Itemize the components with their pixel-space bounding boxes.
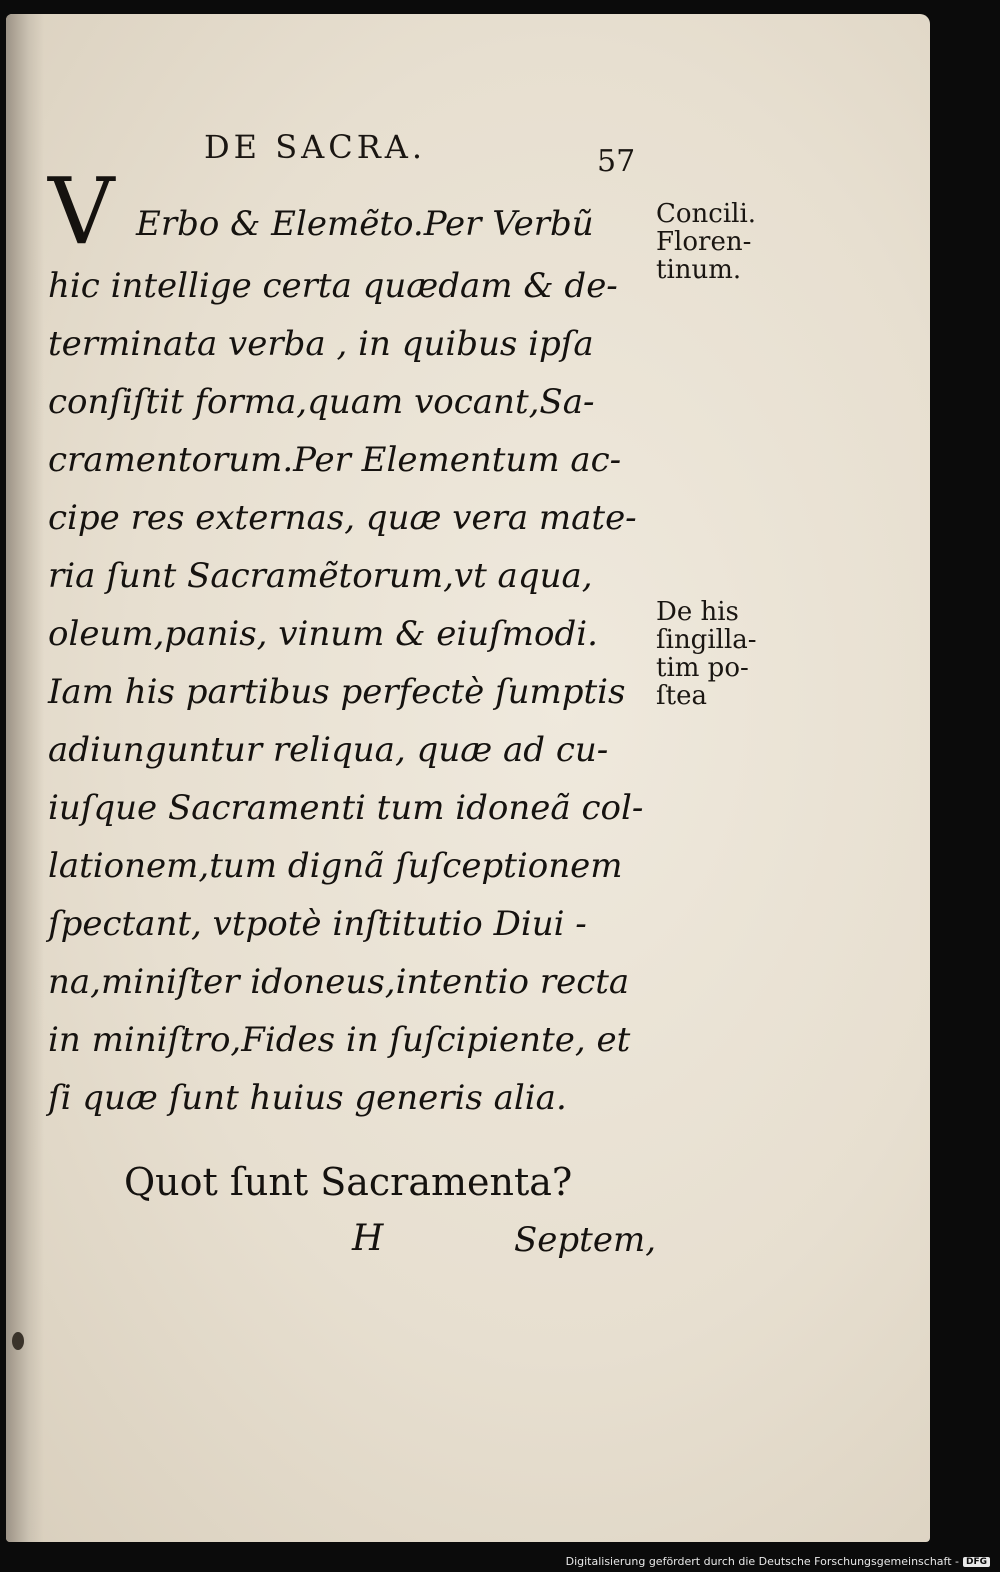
text-line: cramentorum.Per Elementum ac- <box>48 440 622 480</box>
text-line: iuſque Sacramenti tum idoneã col- <box>48 788 644 828</box>
margin-note-concilium <box>656 200 756 284</box>
text-line: conſiſtit forma,quam vocant,Sa- <box>48 382 595 422</box>
text-line: Erbo & Elemẽto.Per Verbũ <box>136 204 594 244</box>
margin-note-line: De his <box>656 597 739 627</box>
page-number: 57 <box>597 144 636 179</box>
text-line: oleum,panis, vinum & eiuſmodi. <box>48 614 598 654</box>
ink-spot <box>12 1332 24 1350</box>
text-line: terminata verba , in quibus ipſa <box>48 324 594 364</box>
signature-mark: H <box>352 1218 384 1259</box>
text-line: hic intellige certa quædam & de- <box>48 266 618 306</box>
text-line: ſpectant, vtpotè inſtitutio Diui - <box>48 904 587 944</box>
text-line: ſi quæ ſunt huius generis alia. <box>48 1078 567 1118</box>
margin-note-line: ſtea <box>656 681 707 711</box>
margin-note-de-his <box>656 598 757 710</box>
catchword: Septem, <box>514 1220 657 1260</box>
footer-credit-text: Digitalisierung gefördert durch die Deutsche Forschungsgemeinschaft - <box>565 1555 959 1568</box>
margin-note-line: tinum. <box>656 255 742 285</box>
margin-note-line: Concili. <box>656 199 757 229</box>
text-line: na,miniſter idoneus,intentio recta <box>48 962 630 1002</box>
page-gutter-shadow <box>6 14 44 1542</box>
question-heading: Quot ſunt Sacramenta? <box>124 1160 573 1204</box>
running-head: DE SACRA. <box>204 128 427 166</box>
text-line: adiunguntur reliqua, quæ ad cu- <box>48 730 609 770</box>
dfg-logo: DFG <box>963 1557 990 1567</box>
margin-note-line: tim po- <box>656 653 749 683</box>
text-line: lationem,tum dignã ſuſceptionem <box>48 846 623 886</box>
footer-credit <box>566 1555 990 1568</box>
margin-note-line: Floren- <box>656 227 752 257</box>
text-line: in miniſtro,Fides in ſuſcipiente, et <box>48 1020 631 1060</box>
text-line: cipe res externas, quæ vera mate- <box>48 498 637 538</box>
text-line: ria ſunt Sacramẽtorum,vt aqua, <box>48 556 593 596</box>
drop-capital: V <box>48 158 115 265</box>
text-line: Iam his partibus perfectè ſumptis <box>48 672 626 712</box>
margin-note-line: ſingilla- <box>656 625 757 655</box>
